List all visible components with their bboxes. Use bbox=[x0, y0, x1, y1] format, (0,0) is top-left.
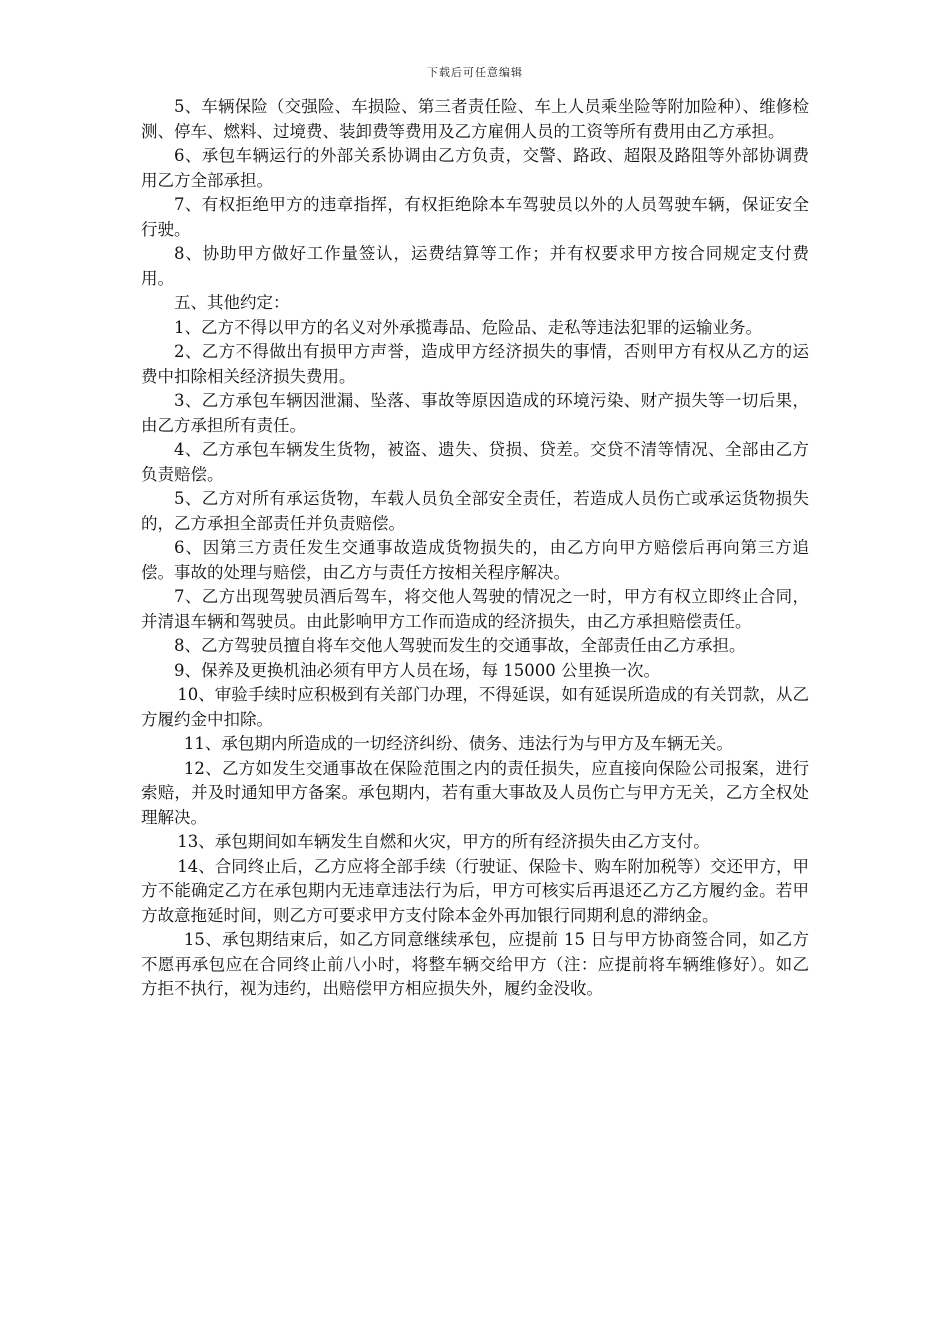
clause-paragraph: 7、乙方出现驾驶员酒后驾车，将交他人驾驶的情况之一时，甲方有权立即终止合同，并清退车辆和驾驶员。由此影响甲方工作而造成的经济损失，由乙方承担赔偿责任。 bbox=[141, 587, 809, 631]
clause-paragraph: 3、乙方承包车辆因泄漏、坠落、事故等原因造成的环境污染、财产损失等一切后果，由乙方承担所有责任。 bbox=[141, 391, 809, 435]
clause-paragraph: 13、承包期间如车辆发生自燃和火灾，甲方的所有经济损失由乙方支付。 bbox=[177, 832, 710, 851]
clause-paragraph: 12、乙方如发生交通事故在保险范围之内的责任损失，应直接向保险公司报案，进行索赔，并及时通知甲方备案。承包期内，若有重大事故及人员伤亡与甲方无关，乙方全权处理解决。 bbox=[141, 758, 809, 827]
clause-paragraph: 5、车辆保险（交强险、车损险、第三者责任险、车上人员乘坐险等附加险种）、维修检测、停车、燃料、过境费、装卸费等费用及乙方雇佣人员的工资等所有费用由乙方承担。 bbox=[141, 97, 809, 141]
clause-paragraph: 15、承包期结束后，如乙方同意继续承包，应提前 15 日与甲方协商签合同，如乙方不愿再承包应在合同终止前八小时，将整车辆交给甲方（注：应提前将车辆维修好）。如乙方拒不执行，视为违约，出赔偿甲方相应损失外，履约金没收。 bbox=[141, 930, 809, 998]
clause-paragraph: 5、乙方对所有承运货物，车载人员负全部安全责任，若造成人员伤亡或承运货物损失的，乙方承担全部责任并负责赔偿。 bbox=[141, 489, 809, 533]
clause-paragraph: 8、乙方驾驶员擅自将车交他人驾驶而发生的交通事故，全部责任由乙方承担。 bbox=[174, 636, 746, 655]
section-heading: 五、其他约定： bbox=[174, 293, 290, 312]
document-body bbox=[141, 95, 809, 1002]
clause-paragraph: 1、乙方不得以甲方的名义对外承揽毒品、危险品、走私等违法犯罪的运输业务。 bbox=[174, 317, 762, 337]
clause-paragraph: 11、承包期内所造成的一切经济纠纷、债务、违法行为与甲方及车辆无关。 bbox=[183, 734, 733, 753]
page-header: 下载后可任意编辑 bbox=[427, 66, 523, 79]
clause-paragraph: 14、合同终止后，乙方应将全部手续（行驶证、保险卡、购车附加税等）交还甲方，甲方不能确定乙方在承包期内无违章违法行为后，甲方可核实后再退还乙方乙方履约金。若甲方故意拖延时间，则乙方可要求甲方支付除本金外再加银行同期利息的滞纳金。 bbox=[141, 856, 809, 925]
clause-paragraph: 6、因第三方责任发生交通事故造成货物损失的，由乙方向甲方赔偿后再向第三方追偿。事故的处理与赔偿，由乙方与责任方按相关程序解决。 bbox=[141, 538, 809, 582]
clause-paragraph: 7、有权拒绝甲方的违章指挥，有权拒绝除本车驾驶员以外的人员驾驶车辆，保证安全行驶。 bbox=[141, 195, 809, 239]
clause-paragraph: 10、审验手续时应积极到有关部门办理，不得延误，如有延误所造成的有关罚款，从乙方履约金中扣除。 bbox=[141, 685, 809, 729]
clause-paragraph: 6、承包车辆运行的外部关系协调由乙方负责，交警、路政、超限及路阻等外部协调费用乙方全部承担。 bbox=[141, 146, 809, 190]
clause-paragraph: 8、协助甲方做好工作量签认，运费结算等工作；并有权要求甲方按合同规定支付费用。 bbox=[141, 244, 809, 288]
clause-paragraph: 2、乙方不得做出有损甲方声誉，造成甲方经济损失的事情，否则甲方有权从乙方的运费中扣除相关经济损失费用。 bbox=[141, 342, 809, 386]
clause-paragraph: 9、保养及更换机油必须有甲方人员在场，每 15000 公里换一次。 bbox=[174, 660, 660, 680]
clause-paragraph: 4、乙方承包车辆发生货物，被盗、遗失、贷损、贷差。交贷不清等情况、全部由乙方负责赔偿。 bbox=[141, 440, 809, 484]
